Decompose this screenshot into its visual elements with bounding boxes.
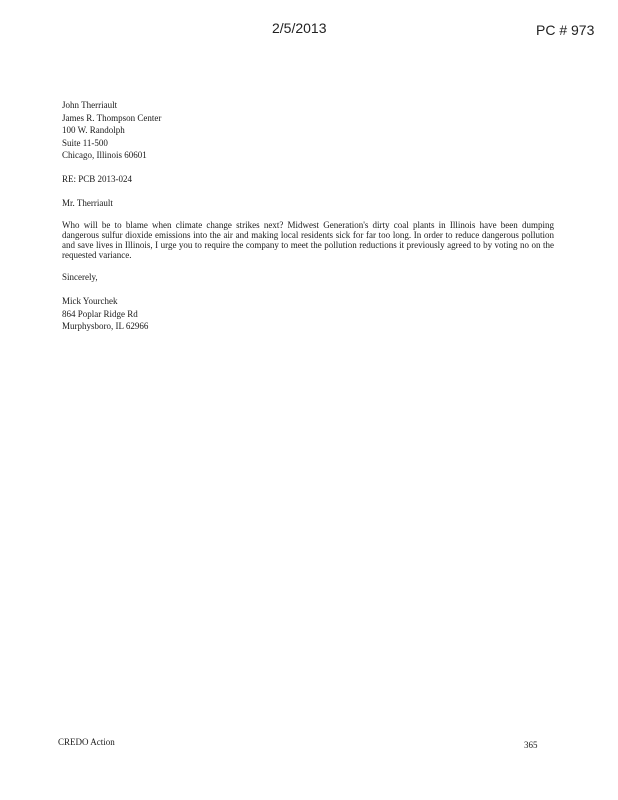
recipient-suite: Suite 11-500: [62, 137, 108, 148]
pc-number: PC # 973: [536, 22, 595, 38]
letter-body: [62, 99, 554, 333]
recipient-street: 100 W. Randolph: [62, 125, 125, 135]
recipient-city: Chicago, Illinois 60601: [62, 150, 147, 160]
sender-city: Murphysboro, IL 62966: [62, 321, 149, 331]
letter-paragraph: Who will be to blame when climate change strikes next? Midwest Generation's dirty coal plants in Illinois have been dumping dangerous sulfur dioxide emissions into the air and making local residents sick for far too long. In order to reduce dangerous pollution and save lives in Illinois, I urge you to require the company to meet the pollution reductions it previously agreed to by voting no on the requested variance.: [62, 219, 554, 260]
footer-organization: CREDO Action: [58, 737, 115, 747]
sender-name: Mick Yourchek: [62, 296, 118, 306]
sender-street: 864 Poplar Ridge Rd: [62, 308, 138, 319]
reference-line: RE: PCB 2013-024: [62, 173, 133, 184]
sender-address: [62, 295, 554, 333]
recipient-building: James R. Thompson Center: [62, 112, 162, 123]
header-date: 2/5/2013: [272, 20, 327, 36]
closing: Sincerely,: [62, 271, 98, 282]
recipient-address: [62, 99, 554, 162]
recipient-name: John Therriault: [62, 100, 118, 110]
salutation: Mr. Therriault: [62, 198, 113, 208]
footer-page-number: 365: [524, 740, 538, 750]
